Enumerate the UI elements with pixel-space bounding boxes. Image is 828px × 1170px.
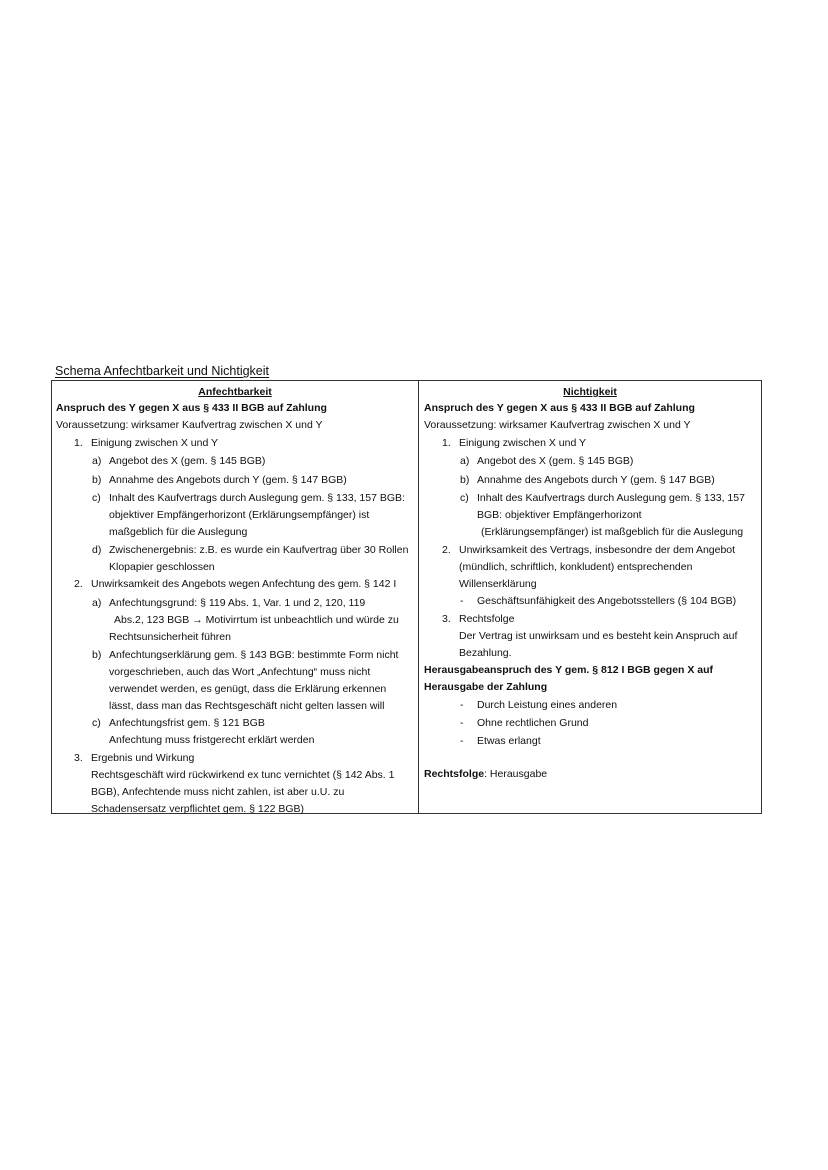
section-text: Rechtsgeschäft wird rückwirkend ex tunc vernichtet (§ 142 Abs. 1 <box>91 769 395 781</box>
item-marker: c) <box>92 492 101 504</box>
restitution-claim: Herausgabe der Zahlung <box>424 681 548 693</box>
column-anfechtbarkeit <box>52 381 418 813</box>
item-text: Angebot des X (gem. § 145 BGB) <box>477 455 634 467</box>
item-text: Annahme des Angebots durch Y (gem. § 147 BGB) <box>109 474 347 486</box>
section-text: Schadensersatz verpflichtet gem. § 122 BGB) <box>91 803 305 815</box>
bullet-marker: - <box>460 699 464 711</box>
column-heading: Anfechtbarkeit <box>198 386 272 398</box>
section-number: 2. <box>442 544 451 556</box>
restitution-claim: Herausgabeanspruch des Y gem. § 812 I BGB gegen X auf <box>424 664 714 676</box>
item-text: Inhalt des Kaufvertrags durch Auslegung gem. § 133, 157 <box>477 492 745 504</box>
item-marker: a) <box>92 597 102 609</box>
section-title: Einigung zwischen X und Y <box>91 437 219 449</box>
item-text: Rechtsunsicherheit führen <box>109 631 231 643</box>
column-heading: Nichtigkeit <box>563 386 617 398</box>
bullet-text: Etwas erlangt <box>477 735 541 747</box>
section-text: Der Vertrag ist unwirksam und es besteht kein Anspruch auf <box>459 630 738 642</box>
item-text: Angebot des X (gem. § 145 BGB) <box>109 455 266 467</box>
section-text: BGB), Anfechtende muss nicht zahlen, ist aber u.U. zu <box>91 786 345 798</box>
item-text: verwendet werden, es genügt, dass die Erklärung erkennen <box>109 683 387 695</box>
item-text: Inhalt des Kaufvertrags durch Auslegung gem. § 133, 157 BGB: <box>109 492 405 504</box>
section-text: (mündlich, schriftlich, konkludent) entsprechenden <box>459 561 693 573</box>
section-number: 1. <box>74 437 83 449</box>
item-text: lässt, dass man das Rechtsgeschäft nicht gelten lassen will <box>109 700 385 712</box>
claim-line: Anspruch des Y gegen X aus § 433 II BGB auf Zahlung <box>424 402 695 414</box>
claim-line: Anspruch des Y gegen X aus § 433 II BGB auf Zahlung <box>56 402 327 414</box>
bullet-marker: - <box>460 717 464 729</box>
item-text: objektiver Empfängerhorizont (Erklärungsempfänger) ist <box>109 509 370 521</box>
section-text: Unwirksamkeit des Vertrags, insbesondre der dem Angebot <box>459 544 736 556</box>
section-number: 3. <box>442 613 451 625</box>
item-marker: d) <box>92 544 102 556</box>
bullet-text: Durch Leistung eines anderen <box>477 699 618 711</box>
section-title: Rechtsfolge <box>459 613 515 625</box>
item-text: Klopapier geschlossen <box>109 561 215 573</box>
item-marker: b) <box>92 474 102 486</box>
section-text: Bezahlung. <box>459 647 512 659</box>
item-marker: a) <box>460 455 470 467</box>
item-text: Zwischenergebnis: z.B. es wurde ein Kaufvertrag über 30 Rollen <box>109 544 409 556</box>
item-text: BGB: objektiver Empfängerhorizont <box>477 509 642 521</box>
item-text: maßgeblich für die Auslegung <box>109 526 248 538</box>
item-marker: c) <box>92 717 101 729</box>
column-nichtigkeit <box>419 381 761 813</box>
item-marker: b) <box>460 474 470 486</box>
item-text: (Erklärungsempfänger) ist maßgeblich für die Auslegung <box>481 526 744 538</box>
section-title: Unwirksamkeit des Angebots wegen Anfechtung des gem. § 142 I <box>91 578 397 590</box>
bullet-text: Ohne rechtlichen Grund <box>477 717 589 729</box>
item-text: Anfechtung muss fristgerecht erklärt werden <box>109 734 315 746</box>
legal-consequence-label: Rechtsfolge <box>424 768 485 780</box>
item-text: Annahme des Angebots durch Y (gem. § 147 BGB) <box>477 474 715 486</box>
item-marker: a) <box>92 455 102 467</box>
item-text: Abs.2, 123 BGB → Motivirrtum ist unbeachtlich und würde zu <box>114 614 399 626</box>
legal-consequence <box>424 766 547 783</box>
item-text: Anfechtungsgrund: § 119 Abs. 1, Var. 1 und 2, 120, 119 <box>109 597 366 609</box>
section-number: 3. <box>74 752 83 764</box>
requirement-line: Voraussetzung: wirksamer Kaufvertrag zwischen X und Y <box>424 419 691 431</box>
section-title: Ergebnis und Wirkung <box>91 752 195 764</box>
item-marker: b) <box>92 649 102 661</box>
requirement-line: Voraussetzung: wirksamer Kaufvertrag zwischen X und Y <box>56 419 323 431</box>
bullet-marker: - <box>460 735 464 747</box>
legal-consequence-text: : Herausgabe <box>484 768 548 780</box>
item-text: Anfechtungsfrist gem. § 121 BGB <box>109 717 265 729</box>
section-number: 1. <box>442 437 451 449</box>
comparison-table <box>51 380 762 814</box>
item-text: vorgeschrieben, auch das Wort „Anfechtung“ muss nicht <box>109 666 371 678</box>
page-title: Schema Anfechtbarkeit und Nichtigkeit <box>55 364 270 378</box>
section-number: 2. <box>74 578 83 590</box>
section-title: Einigung zwischen X und Y <box>459 437 587 449</box>
bullet-text: Geschäftsunfähigkeit des Angebotsstellers (§ 104 BGB) <box>477 595 737 607</box>
item-text: Anfechtungserklärung gem. § 143 BGB: bestimmte Form nicht <box>109 649 399 661</box>
section-text: Willenserklärung <box>459 578 537 590</box>
item-marker: c) <box>460 492 469 504</box>
bullet-marker: - <box>460 595 464 607</box>
